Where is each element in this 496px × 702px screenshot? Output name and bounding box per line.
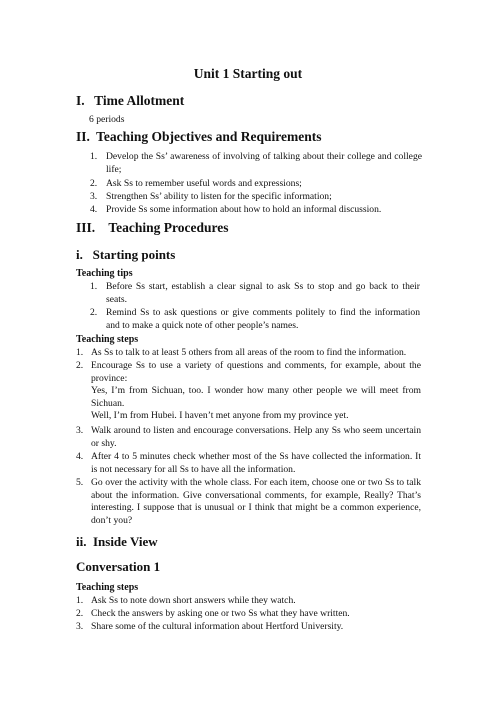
step-item: 3. Walk around to listen and encourage conversations. Help any Ss who seem uncertain or shy. bbox=[76, 425, 421, 449]
section-number: I. bbox=[76, 93, 85, 108]
section-heading-time-allotment bbox=[76, 93, 184, 109]
conversation-1-heading: Conversation 1 bbox=[76, 559, 161, 574]
section-number: II. bbox=[76, 129, 90, 144]
objective-item: 2. Ask Ss to remember useful words and expressions; bbox=[90, 178, 302, 189]
tip-item: 1. Before Ss start, establish a clear signal to ask Ss to stop and go back to their seats. bbox=[90, 281, 420, 305]
step-item: 5. Go over the activity with the whole class. For each item, choose one or two Ss to talk about the information. Give conversational comments, for example, Really? That’s interesting. I suppose that is unusual or I think that might be a common experience, don’t you? bbox=[76, 477, 421, 526]
step-item: 4. After 4 to 5 minutes check whether most of the Ss have collected the information. It is not necessary for all Ss to have all the information. bbox=[76, 451, 421, 475]
section-title: Teaching Objectives and Requirements bbox=[96, 129, 322, 144]
step-item: 1. Ask Ss to note down short answers while they watch. bbox=[76, 595, 296, 606]
step-item: 1. As Ss to talk to at least 5 others from all areas of the room to find the information. bbox=[76, 347, 407, 358]
tip-item: 2. Remind Ss to ask questions or give comments politely to find the information and to make a quick note of other people’s names. bbox=[90, 307, 420, 331]
step-item: 3. Share some of the cultural information about Hertford University. bbox=[76, 621, 344, 632]
time-allotment-text: 6 periods bbox=[89, 114, 125, 125]
example-line: Well, I’m from Hubei. I haven’t met anyone from my province yet. bbox=[91, 410, 349, 421]
section-heading-objectives bbox=[76, 129, 322, 145]
objective-item: 4. Provide Ss some information about how to hold an informal discussion. bbox=[90, 204, 382, 215]
example-line: Yes, I’m from Sichuan, too. I wonder how many other people we will meet from Sichuan. bbox=[91, 385, 421, 409]
section-heading-procedures: III. Teaching Procedures bbox=[76, 220, 229, 235]
subsection-heading-starting-points: i. Starting points bbox=[76, 247, 176, 262]
objective-item: 1. Develop the Ss’ awareness of involving of talking about their college and college life; bbox=[90, 151, 422, 175]
page-title: Unit 1 Starting out bbox=[193, 66, 303, 81]
section-title: Time Allotment bbox=[94, 93, 185, 108]
teaching-steps-label: Teaching steps bbox=[76, 582, 139, 593]
objective-item: 3. Strengthen Ss’ ability to listen for the specific information; bbox=[90, 191, 332, 202]
step-item: 2. Check the answers by asking one or two Ss what they have written. bbox=[76, 608, 350, 619]
teaching-steps-label: Teaching steps bbox=[76, 334, 139, 345]
teaching-tips-label: Teaching tips bbox=[76, 268, 133, 279]
step-item: 2. Encourage Ss to use a variety of questions and comments, for example, about the province: Yes, I’m from Sichuan, too. I wonder how many other people we will meet from Sichuan. Well, I’m from Hubei. I haven’t met anyone from my province yet. bbox=[76, 360, 421, 421]
subsection-heading-inside-view: ii. Inside View bbox=[76, 534, 158, 549]
